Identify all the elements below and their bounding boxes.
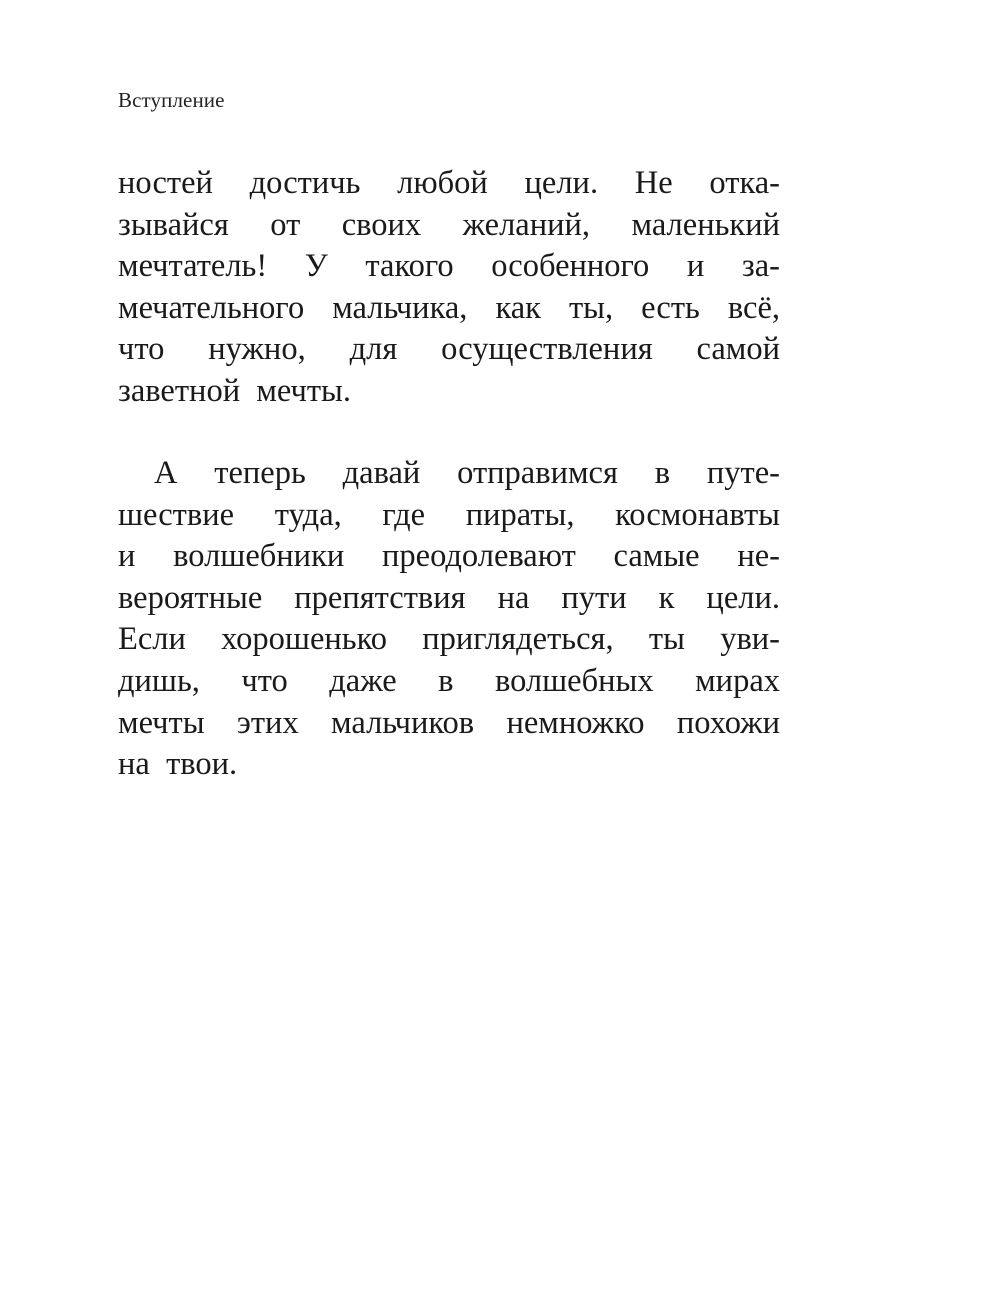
text-line: заветной мечты. [118, 372, 352, 409]
text-line: вероятные препятствия на пути к цели. [118, 579, 780, 616]
text-line: и волшебники преодолевают самые не- [118, 538, 780, 575]
text-line: дишь, что даже в волшебных мирах [118, 662, 780, 699]
paragraph-2 [118, 453, 780, 786]
text-line: шествие туда, где пираты, космонавты [118, 496, 780, 533]
text-line: Если хорошенько приглядеться, ты уви- [118, 621, 780, 658]
text-line: мечты этих мальчиков немножко похожи [118, 704, 780, 741]
text-line: ностей достичь любой цели. Не отка- [118, 165, 780, 201]
text-line: мечательного мальчика, как ты, есть всё, [118, 289, 780, 326]
text-line: что нужно, для осуществления самой [118, 331, 780, 368]
text-line: мечтатель! У такого особенного и за- [118, 248, 780, 285]
text-line: зывайся от своих желаний, маленький [118, 206, 780, 243]
text-line: А теперь давай отправимся в путе- [154, 455, 780, 491]
running-head: Вступление [118, 88, 225, 112]
paragraph-1 [118, 163, 780, 413]
text-line: на твои. [118, 746, 238, 783]
